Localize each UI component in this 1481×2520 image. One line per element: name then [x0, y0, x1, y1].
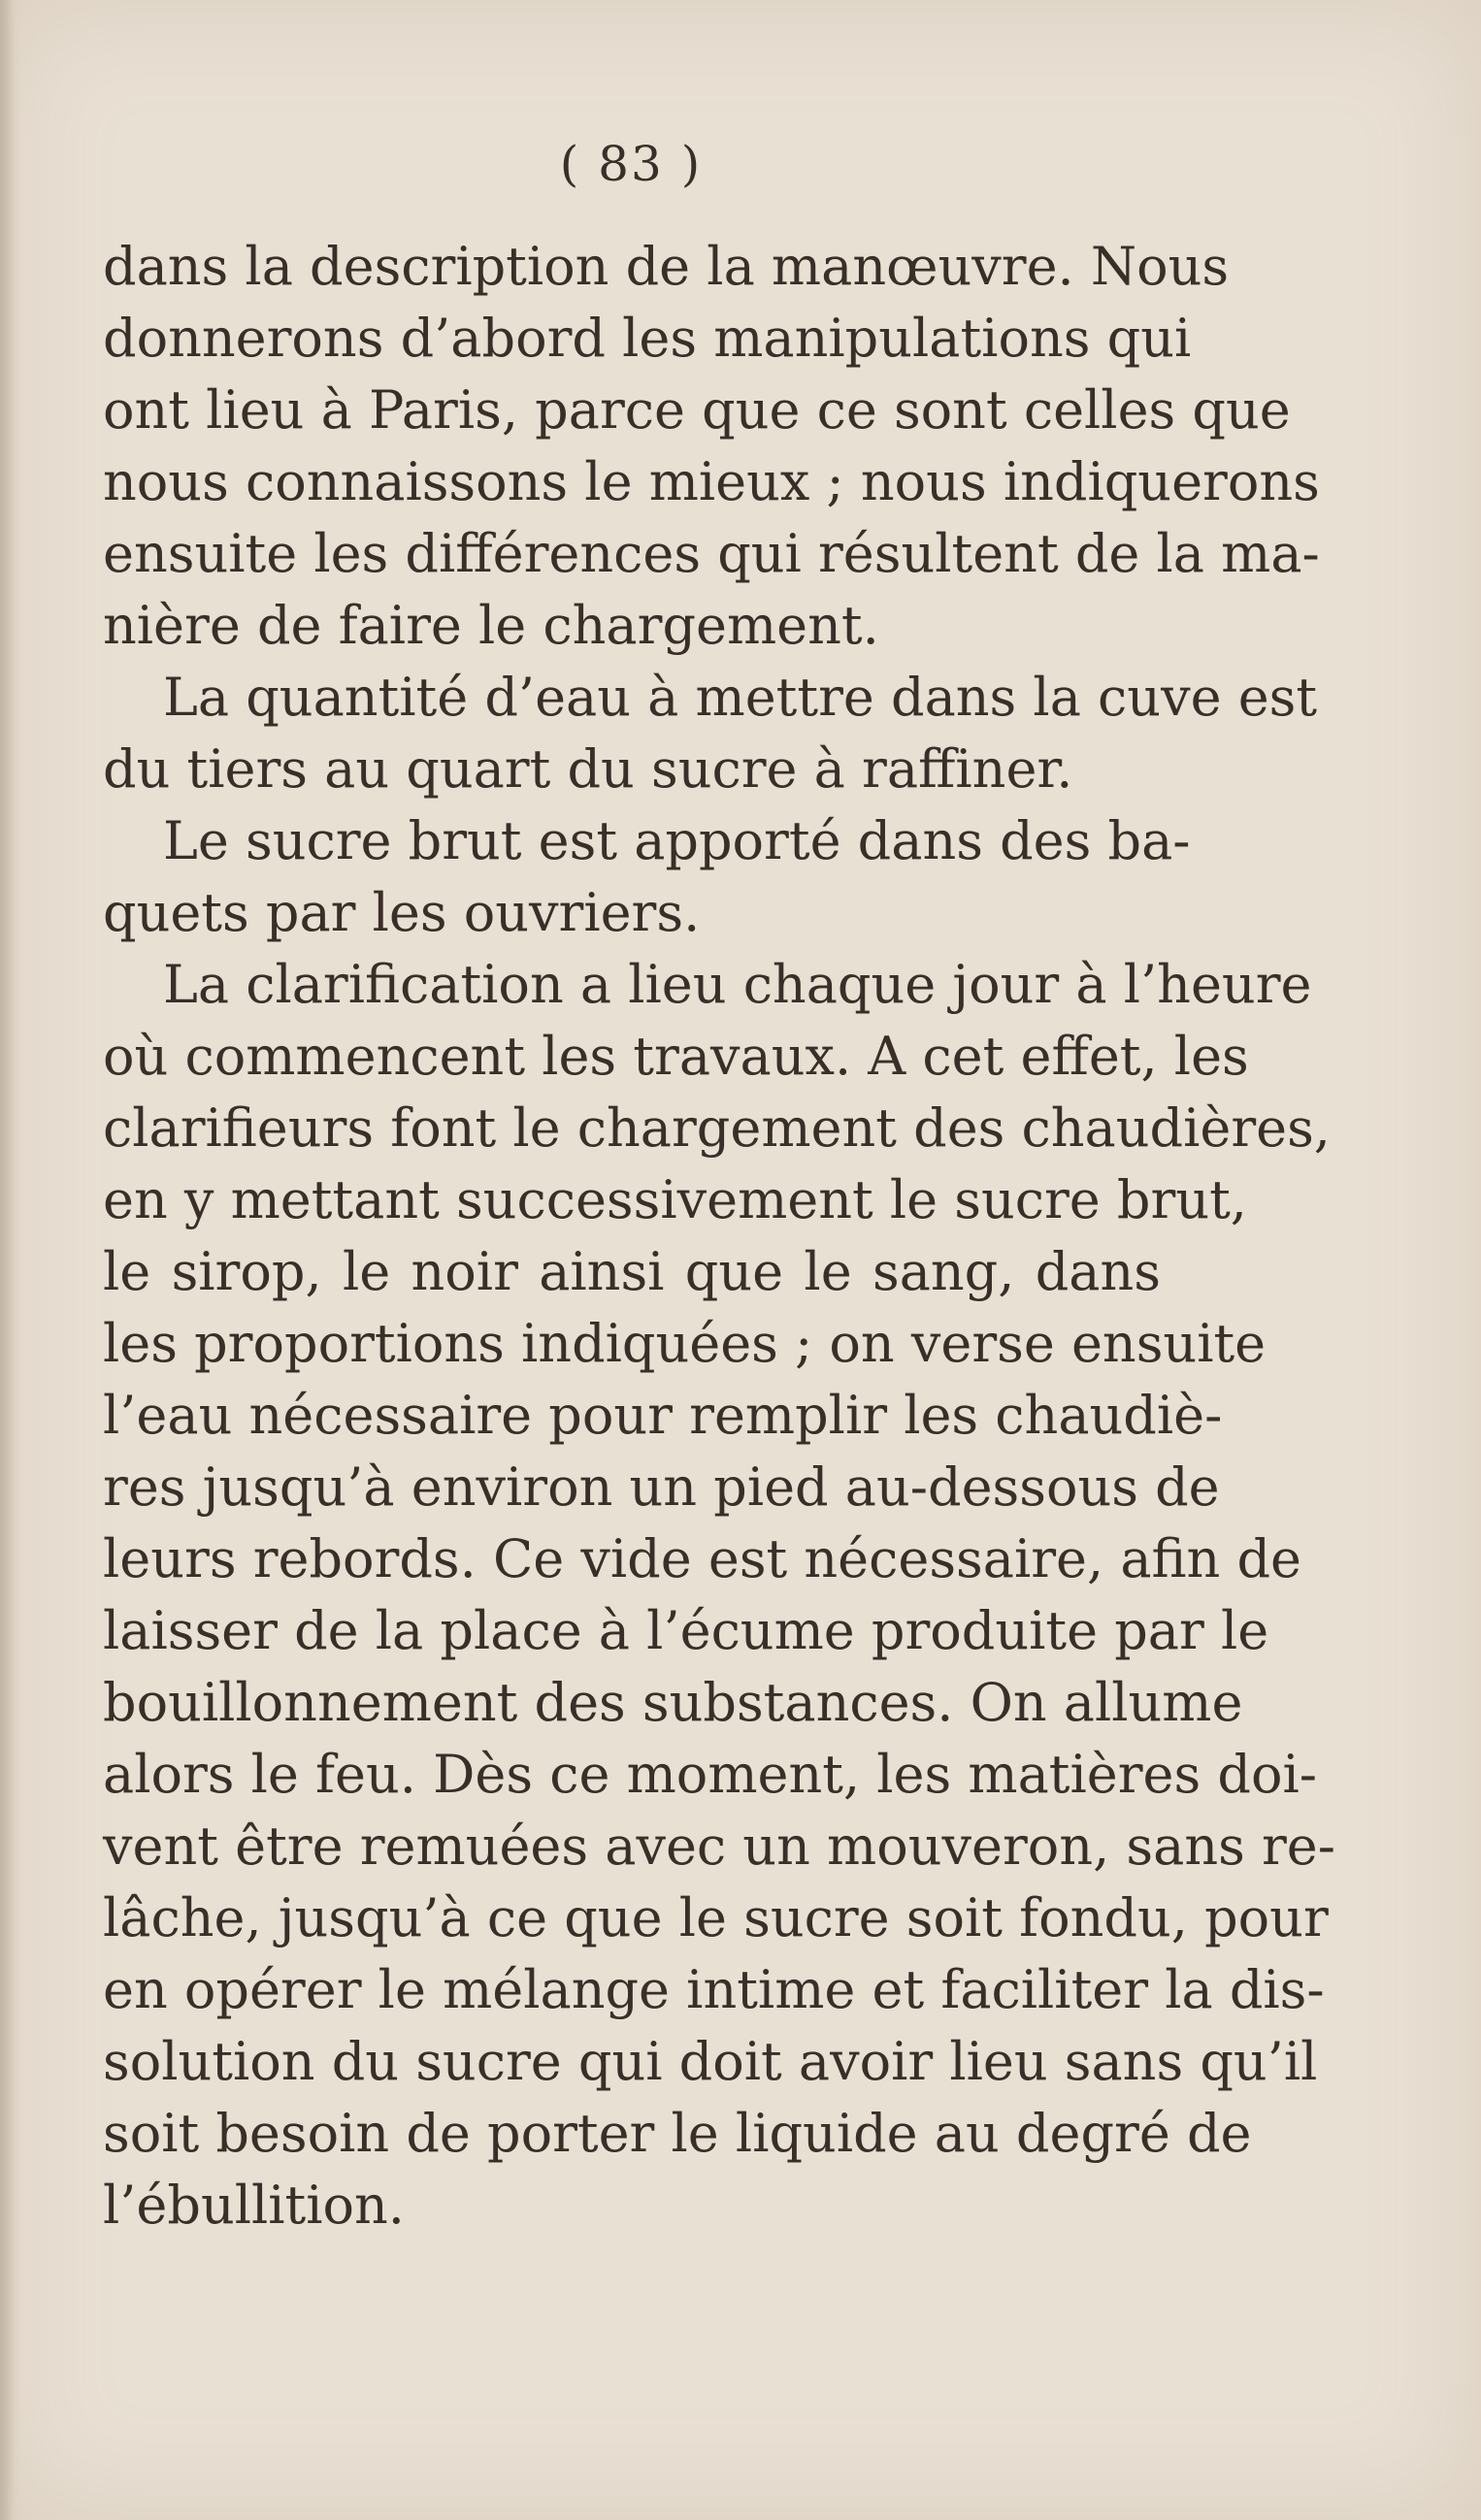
text-line: en y mettant successivement le sucre brut,: [103, 1169, 1247, 1230]
text-line: l’eau nécessaire pour remplir les chaudiè-: [103, 1385, 1223, 1446]
text-line: alors le feu. Dès ce moment, les matières doi-: [103, 1744, 1317, 1805]
text-line: ont lieu à Paris, parce que ce sont celles que: [103, 379, 1291, 441]
text-line: lâche, jusqu’à ce que le sucre soit fondu, pour: [103, 1887, 1329, 1948]
text-line: l’ébullition.: [103, 2175, 405, 2236]
text-line: Le sucre brut est apporté dans des ba-: [163, 810, 1191, 871]
text-line: du tiers au quart du sucre à raffiner.: [103, 738, 1073, 800]
text-line: clarifieurs font le chargement des chaudières,: [103, 1097, 1331, 1159]
text-line: donnerons d’abord les manipulations qui: [103, 308, 1192, 369]
text-line: ensuite les différences qui résultent de la ma-: [103, 523, 1320, 584]
text-line: le sirop, le noir ainsi que le sang, dans: [103, 1241, 1161, 1302]
text-line: res jusqu’à environ un pied au-dessous de: [103, 1456, 1220, 1518]
text-line: La quantité d’eau à mettre dans la cuve est: [163, 667, 1318, 728]
text-line: nous connaissons le mieux ; nous indiquerons: [103, 451, 1320, 512]
text-line: nière de faire le chargement.: [103, 595, 879, 656]
text-line: les proportions indiquées ; on verse ensuite: [103, 1313, 1267, 1374]
text-line: dans la description de la manœuvre. Nous: [103, 236, 1230, 297]
text-line: où commencent les travaux. A cet effet, les: [103, 1026, 1249, 1087]
text-line: leurs rebords. Ce vide est nécessaire, afin de: [103, 1528, 1302, 1589]
page-number: ( 83 ): [559, 136, 703, 192]
text-line: laisser de la place à l’écume produite par le: [103, 1600, 1269, 1661]
text-line: bouillonnement des substances. On allume: [103, 1672, 1243, 1733]
text-line: en opérer le mélange intime et faciliter la dis-: [103, 1959, 1325, 2020]
text-line: solution du sucre qui doit avoir lieu sans qu’il: [103, 2031, 1318, 2092]
text-line: La clarification a lieu chaque jour à l’heure: [163, 954, 1312, 1015]
page-binding-edge: [0, 0, 21, 2520]
body-text: [103, 231, 1336, 2242]
text-line: quets par les ouvriers.: [103, 882, 701, 943]
text-line: vent être remuées avec un mouveron, sans re-: [103, 1816, 1336, 1877]
text-line: soit besoin de porter le liquide au degré de: [103, 2103, 1252, 2164]
